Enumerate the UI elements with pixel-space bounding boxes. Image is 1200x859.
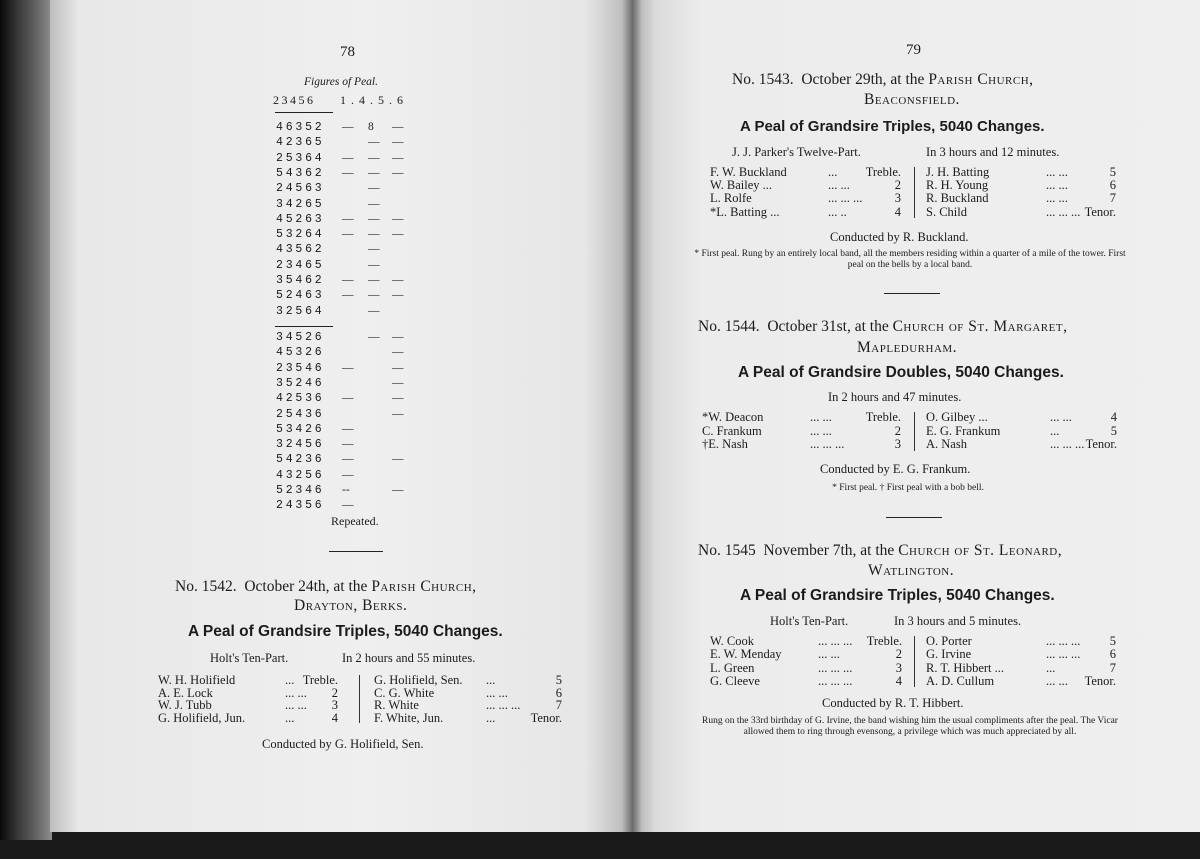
peal-duration: In 2 hours and 55 minutes. bbox=[342, 651, 476, 665]
peal-heading: No. 1542. October 24th, at the Parish Church, bbox=[175, 578, 477, 595]
bell-number: 7 bbox=[1109, 660, 1116, 675]
figure-row: 53264 bbox=[276, 228, 325, 242]
ringer-name: F. White, Jun. bbox=[374, 710, 444, 725]
call-mark: — bbox=[368, 228, 380, 241]
bell-number: 4 bbox=[331, 710, 338, 725]
call-mark: — bbox=[392, 346, 404, 359]
ringer-name: R. H. Young bbox=[926, 178, 989, 193]
peal-heading: No. 1544. October 31st, at the Church of St. Margaret, bbox=[698, 318, 1068, 335]
call-mark: — bbox=[392, 274, 404, 286]
figure-row: 24563 bbox=[276, 182, 325, 196]
peal-heading: No. 1543. October 29th, at the Parish Church, bbox=[732, 71, 1034, 88]
call-mark: — bbox=[342, 422, 354, 435]
figures-rule bbox=[275, 112, 333, 113]
ringer-dots: ... ... bbox=[810, 410, 832, 424]
bell-number: 3 bbox=[331, 698, 338, 713]
bell-number: Treble. bbox=[865, 165, 901, 179]
call-mark: — bbox=[342, 438, 354, 451]
peal-place: Mapledurham. bbox=[857, 339, 958, 356]
call-mark: 8 bbox=[368, 121, 374, 133]
column-divider bbox=[914, 412, 915, 451]
call-mark: — bbox=[368, 289, 380, 302]
peal-conductor: Conducted by E. G. Frankum. bbox=[820, 462, 971, 476]
figure-row: 35246 bbox=[276, 376, 325, 390]
figure-row: 53426 bbox=[276, 422, 325, 436]
ringer-name: G. Holifield, Jun. bbox=[158, 710, 246, 725]
left-page bbox=[50, 0, 632, 832]
figure-row: 23546 bbox=[276, 361, 325, 375]
figure-row: 23465 bbox=[276, 258, 325, 272]
ringer-dots: ... ... ... bbox=[818, 660, 853, 675]
figure-row: 43562 bbox=[276, 243, 325, 257]
ringer-name: L. Rolfe bbox=[710, 191, 752, 206]
ringer-dots: ... ... bbox=[1046, 178, 1068, 193]
ringer-dots: ... ... bbox=[285, 685, 307, 700]
ringer-dots: ... ... ... bbox=[1050, 437, 1085, 451]
call-mark: — bbox=[368, 212, 380, 225]
ringer-dots: ... bbox=[1050, 423, 1060, 438]
call-mark: — bbox=[368, 151, 380, 164]
ringer-dots: ... bbox=[486, 673, 496, 687]
bell-number: 2 bbox=[331, 685, 338, 700]
bell-number: 6 bbox=[555, 685, 562, 700]
peal-place: Drayton, Berks. bbox=[294, 597, 408, 614]
bell-number: 2 bbox=[895, 647, 902, 662]
peal-heading: No. 1545 November 7th, at the Church of St. Leonard, bbox=[698, 542, 1063, 559]
call-mark: — bbox=[392, 331, 404, 343]
figures-label: Figures of Peal. bbox=[304, 76, 378, 88]
bell-number: Tenor. bbox=[1084, 673, 1116, 688]
ringer-name: O. Porter bbox=[926, 634, 972, 648]
figure-row: 24356 bbox=[276, 499, 325, 513]
section-divider bbox=[329, 551, 383, 552]
call-mark: — bbox=[368, 304, 380, 317]
section-divider bbox=[884, 293, 940, 294]
call-mark: — bbox=[342, 289, 354, 302]
ringer-name: C. Frankum bbox=[702, 423, 762, 438]
ringer-name: R. Buckland bbox=[926, 191, 989, 206]
ringer-dots: ... ... bbox=[1050, 410, 1072, 424]
peal-footnote: * First peal. † First peal with a bob bell. bbox=[832, 483, 984, 493]
call-mark: — bbox=[342, 166, 354, 179]
ringer-name: S. Child bbox=[926, 204, 967, 219]
bell-number: Treble. bbox=[865, 410, 901, 424]
peal-title: A Peal of Grandsire Doubles, 5040 Changes. bbox=[738, 364, 1064, 381]
peal-conductor: Conducted by R. Buckland. bbox=[830, 230, 969, 244]
ringer-name: A. D. Cullum bbox=[926, 673, 995, 688]
ringer-name: E. W. Menday bbox=[710, 647, 782, 662]
call-mark: — bbox=[342, 274, 354, 286]
ringer-dots: ... ... bbox=[810, 423, 832, 438]
figure-row: 35462 bbox=[276, 274, 325, 287]
bell-number: 5 bbox=[1110, 423, 1117, 438]
ringer-dots: ... ... ... bbox=[486, 698, 521, 713]
ringer-name: L. Green bbox=[710, 660, 755, 675]
figure-row: 32564 bbox=[276, 304, 325, 318]
bell-number: 6 bbox=[1109, 178, 1116, 193]
call-mark: — bbox=[368, 243, 380, 256]
peal-place: Watlington. bbox=[868, 562, 955, 579]
ringer-name: A. Nash bbox=[926, 437, 967, 451]
column-divider bbox=[914, 167, 915, 218]
call-mark: — bbox=[392, 136, 404, 149]
peal-title: A Peal of Grandsire Triples, 5040 Changes. bbox=[740, 587, 1055, 604]
ringer-name: E. G. Frankum bbox=[926, 423, 1001, 438]
figure-row: 42536 bbox=[276, 392, 325, 406]
figure-row: 45263 bbox=[276, 212, 325, 226]
figures-header-rows: 23456 bbox=[273, 93, 316, 107]
peal-composition: Holt's Ten-Part. bbox=[770, 614, 849, 628]
ringer-dots: ... ... bbox=[486, 685, 508, 700]
ringer-dots: ... ... ... bbox=[828, 191, 863, 206]
bell-number: Tenor. bbox=[1084, 204, 1116, 219]
peal-place: Beaconsfield. bbox=[864, 91, 960, 108]
call-mark: — bbox=[342, 212, 354, 225]
bell-number: 5 bbox=[1109, 165, 1116, 179]
figures-rule bbox=[275, 326, 333, 327]
call-mark: — bbox=[342, 499, 354, 512]
peal-duration: In 2 hours and 47 minutes. bbox=[828, 390, 962, 404]
bell-number: 4 bbox=[1110, 410, 1117, 424]
ringer-name: *L. Batting ... bbox=[710, 204, 780, 219]
ringer-name: W. Cook bbox=[710, 634, 754, 648]
ringer-name: O. Gilbey ... bbox=[926, 410, 988, 424]
peal-footnote: * First peal. Rung by an entirely local band, all the members residing within a quarter of a mile of the tower. First peal on the bells by a local band. bbox=[694, 249, 1126, 270]
ringer-dots: ... ... ... bbox=[1046, 634, 1081, 648]
bell-number: Tenor. bbox=[530, 710, 562, 725]
page-number: 79 bbox=[906, 42, 921, 58]
ringer-dots: ... bbox=[285, 710, 295, 725]
bell-number: 2 bbox=[894, 178, 901, 193]
call-mark: — bbox=[392, 212, 404, 225]
ringer-name: W. Bailey ... bbox=[710, 178, 773, 193]
call-mark: — bbox=[392, 484, 404, 496]
repeated-note: Repeated. bbox=[331, 514, 379, 528]
bell-number: Treble. bbox=[302, 673, 338, 687]
figure-row: 43256 bbox=[276, 468, 325, 482]
figure-row: 54362 bbox=[276, 166, 325, 180]
ringer-dots: ... ... bbox=[1046, 165, 1068, 179]
call-mark: — bbox=[342, 453, 354, 466]
bell-number: 2 bbox=[894, 423, 901, 438]
call-mark: — bbox=[392, 121, 404, 133]
call-mark: — bbox=[392, 289, 404, 302]
call-mark: — bbox=[392, 453, 404, 466]
figure-row: 25436 bbox=[276, 407, 325, 421]
ringer-name: A. E. Lock bbox=[158, 685, 213, 700]
figure-row: 25364 bbox=[276, 151, 325, 165]
peal-title: A Peal of Grandsire Triples, 5040 Changes. bbox=[188, 623, 503, 640]
ringer-dots: ... ... bbox=[285, 698, 307, 713]
ringer-dots: ... ... bbox=[828, 178, 850, 193]
call-mark: — bbox=[392, 166, 404, 179]
column-divider bbox=[359, 675, 360, 723]
bell-number: 3 bbox=[894, 191, 901, 206]
ringer-name: W. J. Tubb bbox=[158, 698, 212, 713]
bell-number: 6 bbox=[1109, 647, 1116, 662]
bell-number: 4 bbox=[894, 204, 901, 219]
ringer-dots: ... ... ... bbox=[1046, 204, 1081, 219]
figure-row: 32456 bbox=[276, 438, 325, 452]
ringer-name: G. Irvine bbox=[926, 647, 972, 662]
peal-title: A Peal of Grandsire Triples, 5040 Changes. bbox=[740, 118, 1045, 135]
ringer-dots: ... ... bbox=[1046, 673, 1068, 688]
ringer-dots: ... .. bbox=[828, 204, 847, 219]
ringer-name: G. Cleeve bbox=[710, 673, 760, 688]
bell-number: 5 bbox=[555, 673, 562, 687]
ringer-dots: ... ... ... bbox=[810, 437, 845, 451]
call-mark: — bbox=[392, 361, 404, 374]
ringer-dots: ... ... ... bbox=[818, 634, 853, 648]
figure-row: 45326 bbox=[276, 346, 325, 360]
call-mark: — bbox=[342, 151, 354, 164]
call-mark: — bbox=[368, 197, 380, 210]
ringer-dots: ... ... bbox=[1046, 191, 1068, 206]
peal-composition: Holt's Ten-Part. bbox=[210, 651, 289, 665]
figure-row: 46352 bbox=[276, 121, 325, 134]
call-mark: — bbox=[368, 136, 380, 149]
bell-number: Treble. bbox=[866, 634, 902, 648]
book-page-edges bbox=[0, 0, 52, 840]
peal-footnote: Rung on the 33rd birthday of G. Irvine, the band wishing him the usual compliments after the peal. The Vicar allowed them to ring through evensong, a privilege which was much appreciated by all. bbox=[702, 716, 1118, 737]
ringer-name: R. White bbox=[374, 698, 419, 713]
call-mark: — bbox=[392, 228, 404, 241]
column-divider bbox=[914, 636, 915, 687]
ringer-name: W. H. Holifield bbox=[158, 673, 236, 687]
call-mark: — bbox=[368, 182, 380, 195]
peal-conductor: Conducted by G. Holifield, Sen. bbox=[262, 737, 424, 751]
call-mark: — bbox=[342, 468, 354, 481]
figures-header-calls: 1 . 4 . 5 . 6 bbox=[340, 93, 404, 107]
peal-duration: In 3 hours and 5 minutes. bbox=[894, 614, 1022, 628]
ringer-dots: ... bbox=[828, 165, 838, 179]
ringer-dots: ... ... ... bbox=[1046, 647, 1081, 662]
page-number: 78 bbox=[340, 44, 355, 60]
figure-row: 34526 bbox=[276, 331, 325, 344]
call-mark: — bbox=[342, 361, 354, 374]
ringer-dots: ... bbox=[285, 673, 295, 687]
figure-row: 52346 bbox=[276, 484, 325, 497]
ringer-dots: ... bbox=[1046, 660, 1056, 675]
call-mark: — bbox=[392, 151, 404, 164]
ringer-name: C. G. White bbox=[374, 685, 435, 700]
figure-row: 54236 bbox=[276, 453, 325, 467]
peal-duration: In 3 hours and 12 minutes. bbox=[926, 145, 1060, 159]
ringer-dots: ... ... bbox=[818, 647, 840, 662]
call-mark: — bbox=[342, 121, 354, 133]
right-page bbox=[632, 0, 1200, 832]
call-mark: — bbox=[368, 331, 380, 343]
book-gutter bbox=[622, 0, 642, 832]
peal-composition: J. J. Parker's Twelve-Part. bbox=[732, 145, 861, 159]
call-mark: -- bbox=[342, 484, 350, 496]
figure-row: 34265 bbox=[276, 197, 325, 211]
bell-number: 7 bbox=[1109, 191, 1116, 206]
call-mark: — bbox=[368, 166, 380, 179]
bell-number: 4 bbox=[895, 673, 902, 688]
bell-number: Tenor. bbox=[1085, 437, 1117, 451]
bell-number: 3 bbox=[894, 437, 901, 451]
call-mark: — bbox=[392, 407, 404, 420]
ringer-name: G. Holifield, Sen. bbox=[374, 673, 463, 687]
ringer-name: F. W. Buckland bbox=[710, 165, 787, 179]
ringer-name: †E. Nash bbox=[702, 437, 748, 451]
ringer-name: R. T. Hibbert ... bbox=[926, 660, 1005, 675]
call-mark: — bbox=[392, 392, 404, 405]
figure-row: 52463 bbox=[276, 289, 325, 303]
call-mark: — bbox=[342, 228, 354, 241]
ringer-dots: ... ... ... bbox=[818, 673, 853, 688]
call-mark: — bbox=[368, 258, 380, 271]
ringer-name: J. H. Batting bbox=[926, 165, 990, 179]
bell-number: 5 bbox=[1109, 634, 1116, 648]
call-mark: — bbox=[342, 392, 354, 405]
ringer-dots: ... bbox=[486, 710, 496, 725]
call-mark: — bbox=[392, 376, 404, 389]
bell-number: 3 bbox=[895, 660, 902, 675]
peal-conductor: Conducted by R. T. Hibbert. bbox=[822, 696, 964, 710]
section-divider bbox=[886, 517, 942, 518]
call-mark: — bbox=[368, 274, 380, 286]
bell-number: 7 bbox=[555, 698, 562, 713]
ringer-name: *W. Deacon bbox=[702, 410, 764, 424]
figure-row: 42365 bbox=[276, 136, 325, 150]
